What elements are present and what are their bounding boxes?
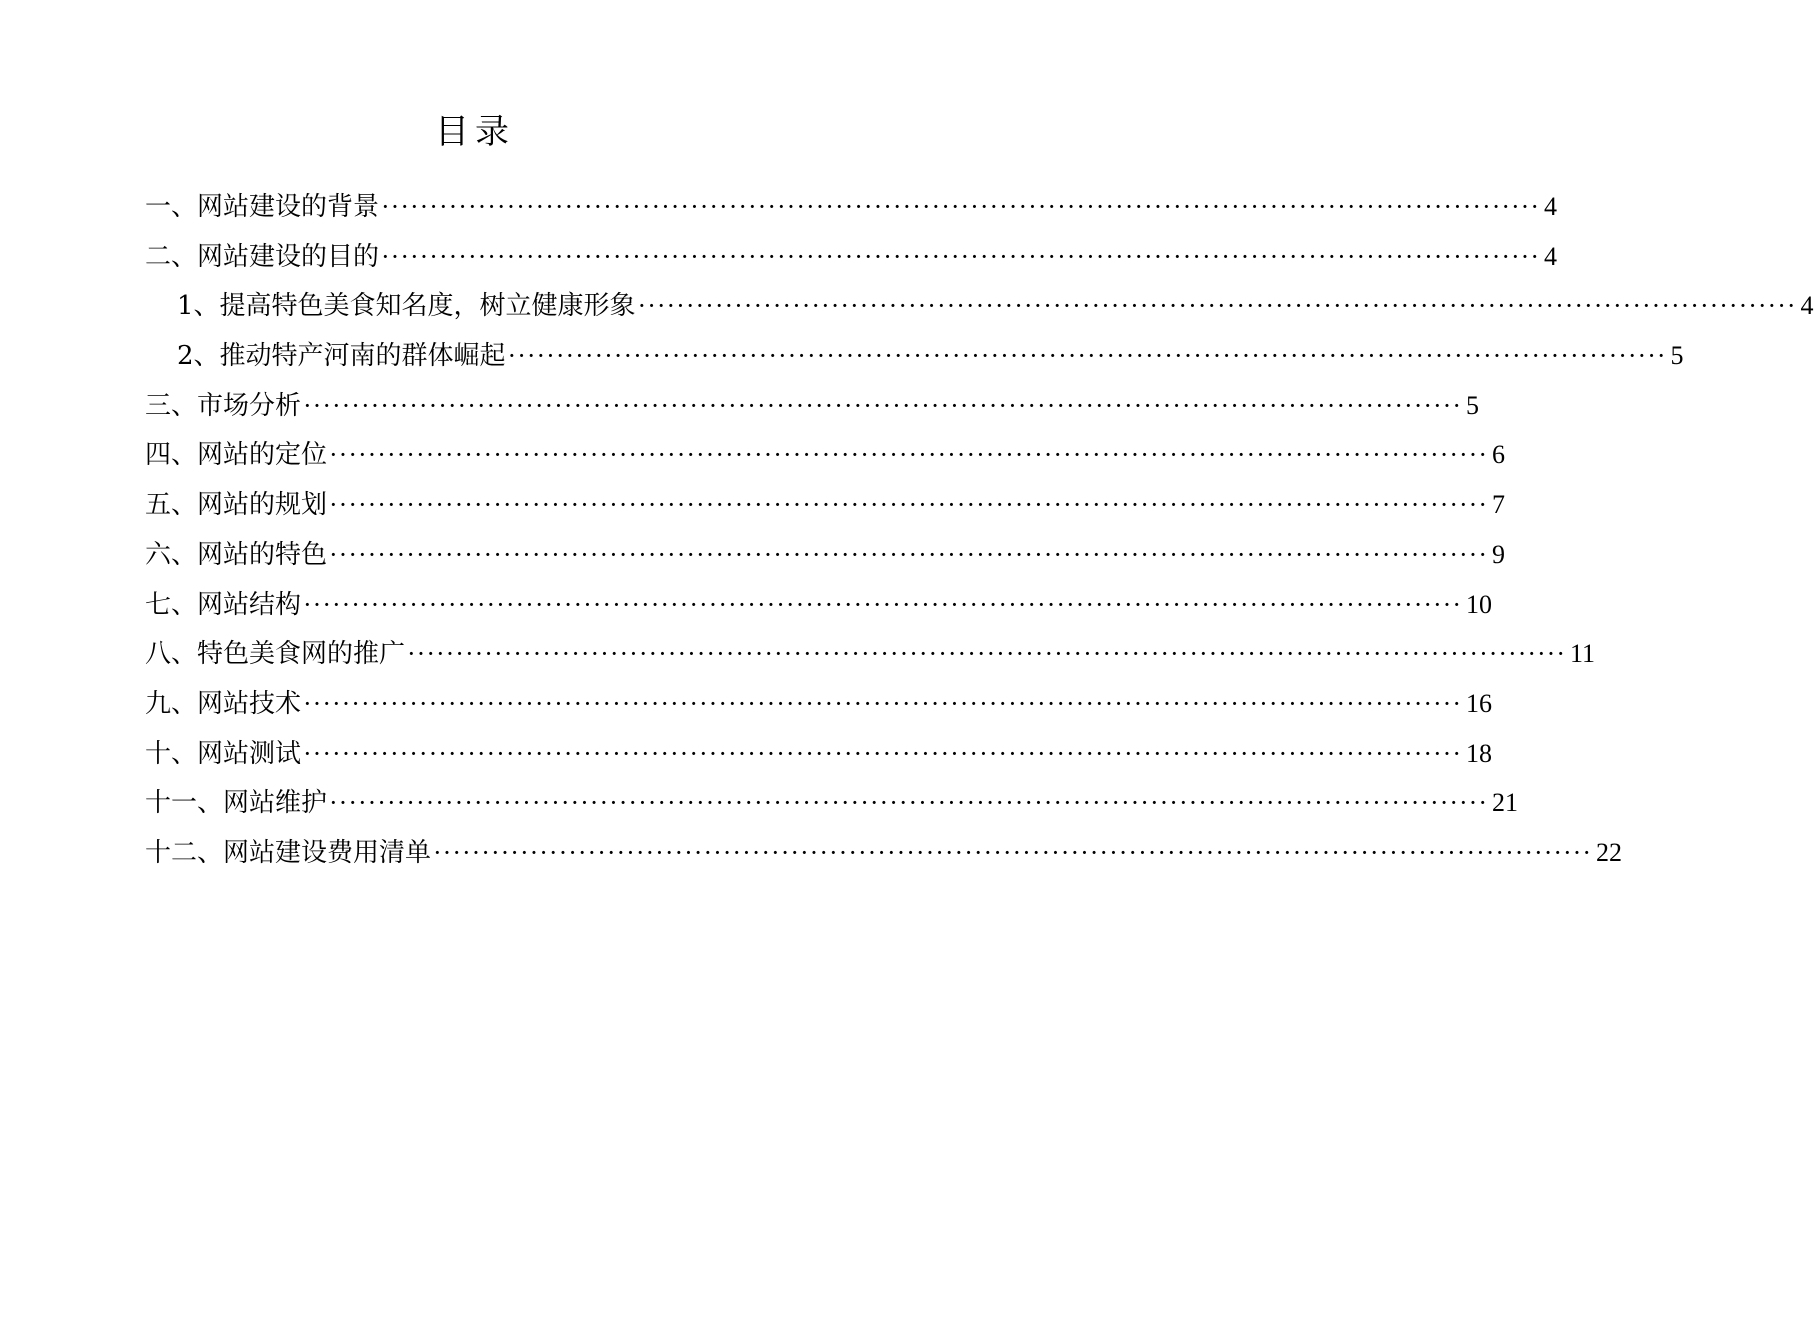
toc-leader: ························································································································ [381, 192, 1540, 221]
toc-leader: ························································································································ [329, 539, 1488, 569]
toc-entry-text: 七、网站结构 [145, 589, 302, 620]
toc-page-number: 16 [1466, 688, 1492, 718]
toc-page-number: 6 [1492, 440, 1505, 470]
toc-leader: ························································································································ [303, 390, 1462, 420]
toc-leader: ························································································································ [381, 241, 1540, 271]
toc-page-number: 4 [1800, 291, 1814, 321]
toc-entry-text: 四、网站的定位 [145, 440, 328, 471]
toc-page-number: 4 [1544, 241, 1557, 271]
toc-leader: ························································································································ [329, 440, 1488, 470]
toc-leader: ························································································································ [303, 738, 1462, 768]
toc-subentry[interactable] [145, 331, 1684, 381]
toc-entry[interactable] [145, 530, 1505, 580]
toc-page-number: 10 [1466, 589, 1492, 619]
toc-entry-text: 一、网站建设的背景 [145, 192, 380, 222]
toc-entry[interactable] [145, 729, 1492, 779]
toc-leader: ························································································································ [433, 837, 1592, 867]
toc-entry[interactable] [145, 381, 1479, 431]
toc-title: 目录 [435, 112, 515, 152]
toc-entry[interactable] [145, 232, 1557, 282]
toc-leader: ························································································································ [303, 589, 1462, 619]
toc-entry[interactable] [145, 430, 1505, 480]
toc-entry[interactable] [145, 629, 1596, 679]
toc-entry[interactable] [145, 580, 1492, 630]
toc-entry-text: 2、推动特产河南的群体崛起 [177, 341, 506, 372]
toc-entry[interactable] [145, 778, 1518, 828]
toc-entry[interactable] [145, 480, 1505, 530]
toc-page-number: 9 [1492, 539, 1505, 569]
toc-leader: ························································································································ [329, 490, 1488, 520]
toc-entry-text: 十二、网站建设费用清单 [145, 837, 432, 868]
toc-entry-text: 九、网站技术 [145, 688, 302, 719]
toc-entry-text: 五、网站的规划 [145, 490, 328, 521]
toc-page-number: 22 [1596, 837, 1622, 867]
toc-page-number: 5 [1670, 341, 1684, 371]
toc-page-number: 11 [1570, 639, 1596, 669]
toc-entry-text: 十、网站测试 [145, 738, 302, 769]
toc-page-number: 18 [1466, 738, 1492, 768]
toc-leader: ························································································································ [637, 291, 1797, 321]
toc-entry-text: 八、特色美食网的推广 [145, 639, 406, 670]
toc-entry-text: 六、网站的特色 [145, 539, 328, 570]
toc-leader: ························································································································ [303, 688, 1462, 718]
toc-entry[interactable] [145, 828, 1622, 878]
toc-leader: ························································································································ [507, 341, 1667, 371]
toc-entry[interactable] [145, 182, 1557, 232]
toc-page-number: 21 [1492, 788, 1518, 818]
toc-page-number: 4 [1544, 192, 1557, 221]
table-of-contents [145, 182, 1814, 878]
toc-page-number: 5 [1466, 390, 1479, 420]
toc-subentry[interactable] [145, 281, 1814, 331]
toc-entry-text: 二、网站建设的目的 [145, 241, 380, 272]
toc-entry-text: 三、市场分析 [145, 390, 302, 421]
toc-entry-text: 十一、网站维护 [145, 788, 328, 819]
toc-entry[interactable] [145, 679, 1492, 729]
toc-page-number: 7 [1492, 490, 1505, 520]
toc-leader: ························································································································ [407, 639, 1566, 669]
toc-leader: ························································································································ [329, 788, 1488, 818]
toc-entry-text: 1、提高特色美食知名度，树立健康形象 [177, 291, 636, 322]
